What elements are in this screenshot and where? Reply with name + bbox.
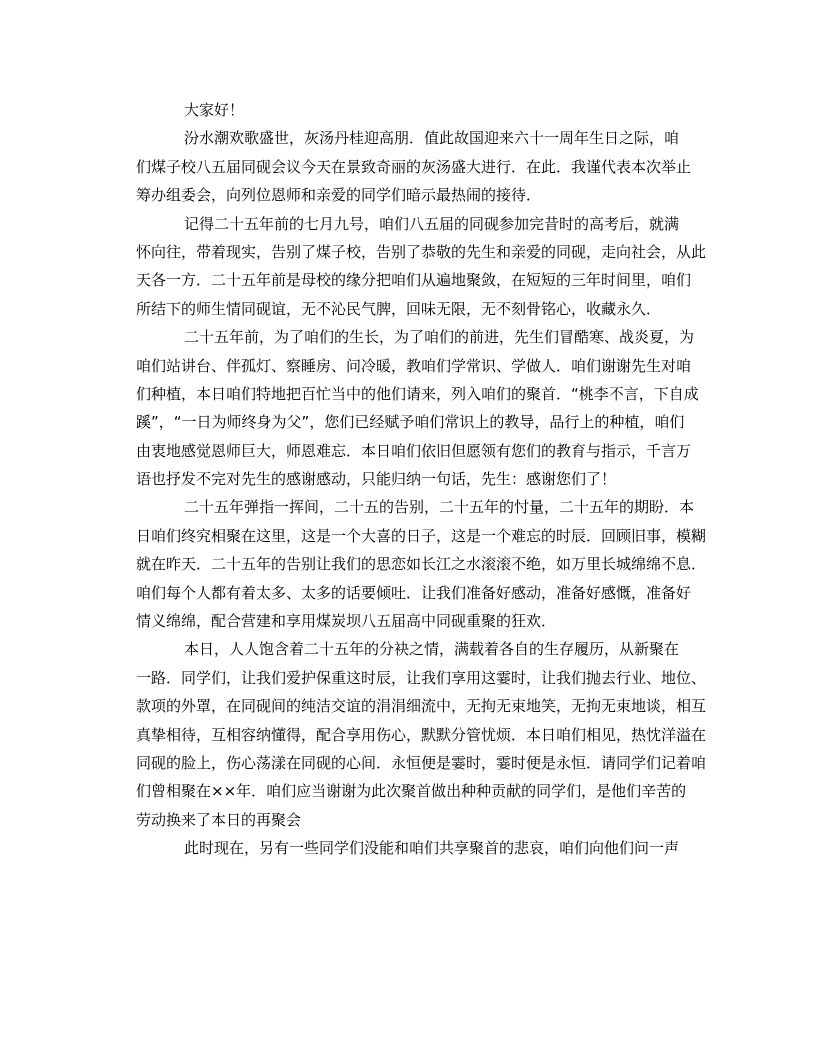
paragraph-line: 语也抒发不完对先生的感谢感动，只能归纳一句话，先生：感谢您们了！ bbox=[136, 470, 617, 489]
paragraph-line: 所结下的师生情同砚谊，无不沁民气脾，回味无限，无不刻骨铭心，收藏永久． bbox=[136, 299, 662, 318]
paragraph-1 bbox=[136, 124, 692, 209]
paragraph-line: 二十五年弹指一挥间，二十五的告别，二十五年的忖量，二十五年的期盼．本 bbox=[184, 498, 695, 517]
paragraph-line: 天各一方．二十五年前是母校的缘分把咱们从遍地聚敛，在短短的三年时间里，咱们 bbox=[136, 271, 692, 290]
paragraph-3 bbox=[136, 323, 699, 493]
paragraph-5 bbox=[136, 635, 707, 834]
paragraph-line: 款项的外罩，在同砚间的纯洁交谊的涓涓细流中，无拘无束地笑，无拘无束地谈，相互 bbox=[136, 697, 707, 716]
document-body bbox=[136, 96, 707, 863]
paragraph-2 bbox=[136, 210, 707, 324]
greeting-line: 大家好！ bbox=[184, 101, 245, 119]
paragraph-line: 怀向往，带着现实，告别了煤子校，告别了恭敬的先生和亲爱的同砚，走向社会，从此 bbox=[136, 242, 707, 261]
paragraph-line: 一路．同学们，让我们爱护保重这时辰，让我们享用这霎时，让我们抛去行业、地位、 bbox=[136, 668, 707, 687]
paragraph-line: 劳动换来了本日的再聚会 bbox=[136, 810, 302, 829]
paragraph-line: 咱们站讲台、伴孤灯、察睡房、问冷暖，教咱们学常识、学做人．咱们谢谢先生对咱 bbox=[136, 356, 692, 375]
paragraph-line: 情义绵绵，配合营建和享用煤炭坝八五届高中同砚重聚的狂欢． bbox=[136, 612, 557, 631]
paragraph-line: 真挚相待，互相容纳懂得，配合享用伤心，默默分管忧烦．本日咱们相见，热忱洋溢在 bbox=[136, 725, 707, 744]
paragraph-line: 同砚的脸上，伤心荡漾在同砚的心间．永恒便是霎时，霎时便是永恒．请同学们记着咱 bbox=[136, 753, 707, 772]
paragraph-line: 由衷地感觉恩师巨大，师恩难忘．本日咱们依旧但愿领有您们的教育与指示，千言万 bbox=[136, 441, 692, 460]
paragraph-line: 咱们每个人都有着太多、太多的话要倾吐．让我们准备好感动，准备好感慨，准备好 bbox=[136, 583, 692, 602]
paragraph-line: 们种植，本日咱们特地把百忙当中的他们请来，列入咱们的聚首．“桃李不言，下自成 bbox=[136, 384, 699, 403]
paragraph-4 bbox=[136, 493, 707, 635]
paragraph-line: 们煤子校八五届同砚会议今天在景致奇丽的灰汤盛大进行．在此．我谨代表本次举止 bbox=[136, 157, 692, 176]
paragraph-line: 筹办组委会，向列位恩师和亲爱的同学们暗示最热闹的接待． bbox=[136, 186, 542, 205]
paragraph-line: 们曾相聚在××年．咱们应当谢谢为此次聚首做出种种贡献的同学们，是他们辛苦的 bbox=[136, 782, 687, 801]
paragraph-line: 就在昨天．二十五年的告别让我们的思恋如长江之水滚滚不绝，如万里长城绵绵不息． bbox=[136, 555, 707, 574]
paragraph-line: 本日，人人饱含着二十五年的分袂之情，满载着各自的生存履历，从新聚在 bbox=[184, 640, 680, 659]
paragraph-line: 二十五年前，为了咱们的生长，为了咱们的前进，先生们冒酷寒、战炎夏，为 bbox=[184, 328, 695, 347]
paragraph-line: 蹊”，“一日为师终身为父”，您们已经赋予咱们常识上的教导，品行上的种植，咱们 bbox=[136, 413, 685, 432]
paragraph-line: 此时现在，另有一些同学们没能和咱们共享聚首的悲哀，咱们向他们问一声 bbox=[184, 839, 680, 858]
paragraph-line: 记得二十五年前的七月九号，咱们八五届的同砚参加完昔时的高考后，就满 bbox=[184, 214, 680, 233]
paragraph-line: 日咱们终究相聚在这里，这是一个大喜的日子，这是一个难忘的时辰．回顾旧事，模糊 bbox=[136, 526, 707, 545]
paragraph-6 bbox=[136, 834, 686, 862]
paragraph-line: 汾水潮欢歌盛世，灰汤丹桂迎高朋．值此故国迎来六十一周年生日之际，咱 bbox=[184, 129, 680, 148]
